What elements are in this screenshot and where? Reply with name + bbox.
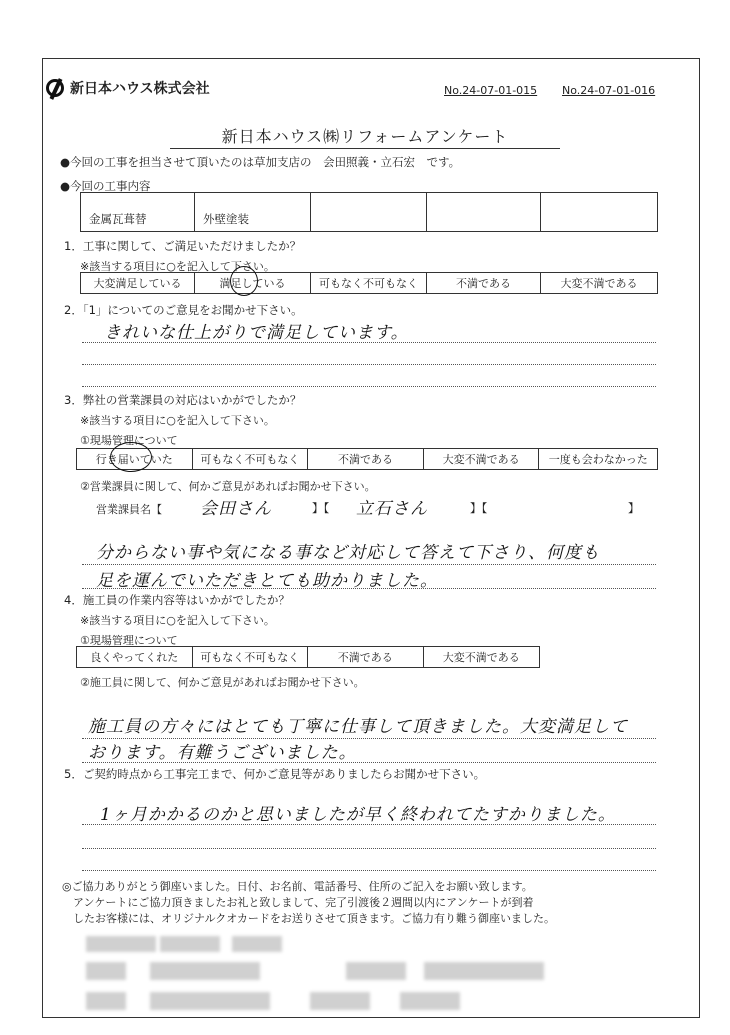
q4-options-grid — [76, 646, 540, 668]
q3-option[interactable]: 可もなく不可もなく — [193, 449, 309, 469]
q3-sub2: ②営業課員に関して、何かご意見があればお聞かせ下さい。 — [80, 480, 376, 493]
q1-option[interactable]: 大変満足している — [81, 273, 195, 293]
work-items-grid — [80, 192, 658, 232]
footer-line-1: ◎ご協力ありがとう御座いました。日付、お名前、電話番号、住所のご記入をお願い致します。 — [62, 880, 533, 893]
staff-line: ●今回の工事を担当させて頂いたのは草加支店の 会田照義・立石宏 です。 — [60, 155, 461, 169]
bracket-close: 】 — [628, 501, 640, 515]
bracket-separator: 】【 — [470, 501, 488, 515]
work-item — [311, 193, 427, 231]
company-name: 新日本ハウス株式会社 — [70, 81, 210, 97]
company-logo-icon — [46, 79, 64, 97]
q4-question: 4．施工員の作業内容等はいかがでしたか？ — [64, 593, 290, 607]
work-heading: ●今回の工事内容 — [60, 179, 151, 193]
answer-rule — [82, 824, 656, 825]
answer-rule — [82, 762, 656, 763]
staff-name-label: 営業課員名【 — [96, 503, 162, 516]
q1-option[interactable]: 満足している — [195, 273, 311, 293]
redacted-area — [232, 936, 282, 952]
q1-option[interactable]: 不満である — [427, 273, 541, 293]
q3-answer-line-2: 足を運んでいただきとても助かりました。 — [96, 571, 438, 591]
q3-option[interactable]: 行き届いていた — [77, 449, 193, 469]
answer-rule — [82, 364, 656, 365]
redacted-area — [86, 936, 156, 952]
q2-answer: きれいな仕上がりで満足しています。 — [104, 323, 409, 343]
doc-number-2: No.24-07-01-016 — [562, 84, 656, 97]
q4-option[interactable]: 可もなく不可もなく — [193, 647, 309, 667]
q1-option[interactable]: 可もなく不可もなく — [311, 273, 427, 293]
redacted-area — [310, 992, 370, 1010]
bracket-separator: 】【 — [312, 501, 330, 515]
answer-rule — [82, 342, 656, 343]
q3-options-grid — [76, 448, 658, 470]
work-item — [427, 193, 541, 231]
answer-rule — [82, 870, 656, 871]
redacted-area — [346, 962, 406, 980]
answer-rule — [82, 848, 656, 849]
q4-answer-line-2: おります。有難うございました。 — [88, 743, 357, 763]
redacted-area — [86, 992, 126, 1010]
q2-question: 2．「1」についてのご意見をお聞かせ下さい。 — [64, 303, 303, 317]
answer-rule — [82, 564, 656, 565]
q3-answer-line-1: 分からない事や気になる事など対応して答えて下さり、何度も — [96, 543, 600, 563]
q3-note: ※該当する項目に○を記入して下さい。 — [80, 414, 275, 427]
survey-title: 新日本ハウス㈱リフォームアンケート — [221, 127, 509, 146]
q4-option[interactable]: 良くやってくれた — [77, 647, 193, 667]
q5-answer: 1ヶ月かかるのかと思いましたが早く終われてたすかりました。 — [100, 805, 616, 825]
q1-options-grid — [80, 272, 658, 294]
answer-rule — [82, 386, 656, 387]
q4-option[interactable]: 大変不満である — [442, 651, 520, 664]
q3-question: 3．弊社の営業課員の対応はいかがでしたか？ — [64, 393, 302, 407]
work-item: 金属瓦葺替 — [81, 193, 195, 231]
q4-option[interactable]: 不満である — [308, 647, 424, 667]
q1-question: 1．工事に関して、ご満足いただけましたか？ — [64, 239, 302, 253]
q4-answer-line-1: 施工員の方々にはとても丁寧に仕事して頂きました。大変満足して — [88, 717, 628, 737]
q1-option[interactable]: 大変不満である — [560, 277, 638, 290]
redacted-area — [150, 962, 260, 980]
company-logo — [46, 78, 210, 98]
footer-line-3: したお客様には、オリジナルクオカードをお送りさせて頂きます。ご協力有り難う御座いました。 — [62, 912, 556, 925]
q3-selection-circle — [110, 442, 152, 472]
q3-sub1: ①現場管理について — [80, 434, 178, 447]
work-item — [541, 193, 657, 231]
q4-note: ※該当する項目に○を記入して下さい。 — [80, 614, 275, 627]
redacted-area — [160, 936, 220, 952]
q3-option[interactable]: 不満である — [308, 449, 424, 469]
title-underline — [170, 148, 560, 149]
redacted-area — [86, 962, 126, 980]
work-item: 外壁塗装 — [195, 193, 311, 231]
redacted-area — [424, 962, 544, 980]
q3-option[interactable]: 一度も会わなかった — [548, 453, 648, 466]
q1-note: ※該当する項目に○を記入して下さい。 — [80, 260, 275, 273]
redacted-area — [400, 992, 460, 1010]
q5-question: 5．ご契約時点から工事完工まで、何かご意見等がありましたらお聞かせ下さい。 — [64, 767, 486, 781]
q4-sub1: ①現場管理について — [80, 634, 178, 647]
q1-selection-circle — [230, 266, 258, 296]
staff-name-2: 立石さん — [356, 499, 428, 519]
footer-line-2: アンケートにご協力頂きましたお礼と致しまして、完了引渡後２週間以内にアンケートが到着 — [62, 896, 534, 909]
q4-sub2: ②施工員に関して、何かご意見があればお聞かせ下さい。 — [80, 676, 365, 689]
q3-option[interactable]: 大変不満である — [424, 449, 540, 469]
doc-number-1: No.24-07-01-015 — [444, 84, 538, 97]
redacted-area — [150, 992, 270, 1010]
answer-rule — [82, 588, 656, 589]
staff-name-1: 会田さん — [200, 499, 272, 519]
